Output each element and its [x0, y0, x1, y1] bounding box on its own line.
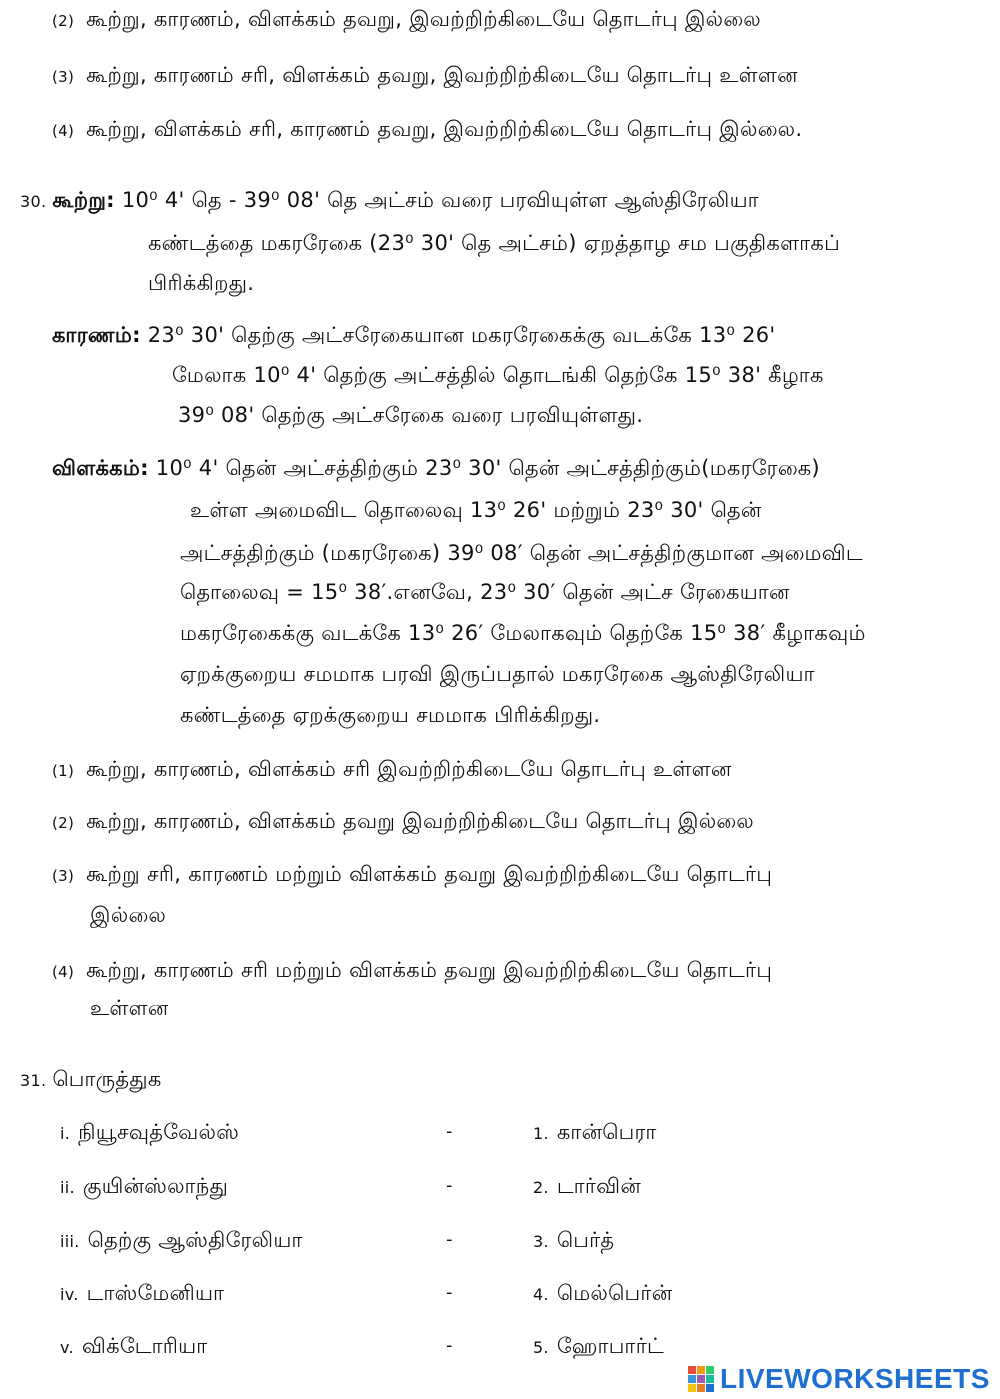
q30-option-4: (4) கூற்று, காரணம் சரி மற்றும் விளக்கம் தவறு இவற்றிற்கிடையே தொடர்பு — [52, 958, 773, 982]
q30-statement-line-1: 30. கூற்று: 10⁰ 4' தெ - 39⁰ 08' தெ அட்சம் வரை பரவியுள்ள ஆஸ்திரேலியா — [20, 185, 759, 217]
match-right: 2. டார்வின் — [533, 1174, 641, 1198]
liveworksheets-logo-icon — [688, 1366, 714, 1392]
q30-explanation-line-3: அட்சத்திற்கும் (மகரரேகை) 39⁰ 08′ தென் அட்சத்திற்குமான அமைவிட — [180, 541, 863, 565]
q30-explanation-line-1: விளக்கம்: 10⁰ 4' தென் அட்சத்திற்கும் 23⁰ 30' தென் அட்சத்திற்கும்(மகரரேகை) — [52, 456, 820, 480]
match-dash: - — [446, 1282, 453, 1303]
statement-label: கூற்று: — [52, 188, 115, 212]
match-left: v. விக்டோரியா — [60, 1334, 208, 1358]
match-left: i. நியூசவுத்வேல்ஸ் — [60, 1120, 240, 1144]
match-right: 5. ஹோபார்ட் — [533, 1334, 664, 1358]
q30-option-3: (3) கூற்று சரி, காரணம் மற்றும் விளக்கம் தவறு இவற்றிற்கிடையே தொடர்பு — [52, 862, 773, 886]
q29-option-4: (4) கூற்று, விளக்கம் சரி, காரணம் தவறு, இவற்றிற்கிடையே தொடர்பு இல்லை. — [52, 117, 803, 141]
q30-statement-line-3: பிரிக்கிறது. — [148, 271, 255, 295]
match-right: 3. பெர்த் — [533, 1228, 615, 1252]
match-dash: - — [446, 1121, 453, 1142]
liveworksheets-logo-text: LIVEWORKSHEETS — [720, 1363, 990, 1394]
q30-explanation-line-4: தொலைவு = 15⁰ 38′.எனவே, 23⁰ 30′ தென் அட்ச ரேகையான — [180, 580, 790, 604]
q30-reason-line-1: காரணம்: 23⁰ 30' தெற்கு அட்சரேகையான மகரரேகைக்கு வடக்கே 13⁰ 26' — [52, 323, 776, 347]
q29-option-3: (3) கூற்று, காரணம் சரி, விளக்கம் தவறு, இவற்றிற்கிடையே தொடர்பு உள்ளன — [52, 63, 798, 87]
explanation-label: விளக்கம்: — [52, 456, 149, 480]
q29-option-2: (2) கூற்று, காரணம், விளக்கம் தவறு, இவற்றிற்கிடையே தொடர்பு இல்லை — [52, 7, 762, 31]
match-dash: - — [446, 1335, 453, 1356]
match-left: iii. தெற்கு ஆஸ்திரேலியா — [60, 1228, 303, 1252]
q30-explanation-line-5: மகரரேகைக்கு வடக்கே 13⁰ 26′ மேலாகவும் தெற்கே 15⁰ 38′ கீழாகவும் — [180, 621, 866, 645]
q31-heading — [20, 1064, 162, 1096]
question-number: 30. — [20, 192, 47, 211]
reason-label: காரணம்: — [52, 323, 141, 347]
q30-explanation-line-2: உள்ள அமைவிட தொலைவு 13⁰ 26' மற்றும் 23⁰ 30' தென் — [190, 498, 762, 522]
match-left: iv. டாஸ்மேனியா — [60, 1281, 225, 1305]
match-right: 4. மெல்பெர்ன் — [533, 1281, 673, 1305]
q30-explanation-line-6: ஏறக்குறைய சமமாக பரவி இருப்பதால் மகரரேகை ஆஸ்திரேலியா — [180, 662, 815, 686]
q30-reason-line-3: 39⁰ 08' தெற்கு அட்சரேகை வரை பரவியுள்ளது. — [178, 403, 644, 427]
q30-statement-line-2: கண்டத்தை மகரரேகை (23⁰ 30' தெ அட்சம்) ஏறத்தாழ சம பகுதிகளாகப் — [148, 231, 841, 255]
q30-option-3-continued: இல்லை — [90, 903, 167, 927]
match-right: 1. கான்பெரா — [533, 1120, 657, 1144]
match-dash: - — [446, 1229, 453, 1250]
match-left: ii. குயின்ஸ்லாந்து — [60, 1174, 229, 1198]
question-number: 31. — [20, 1071, 47, 1090]
liveworksheets-logo — [688, 1362, 996, 1396]
q31-title: பொருத்துக — [52, 1067, 162, 1091]
q30-option-2: (2) கூற்று, காரணம், விளக்கம் தவறு இவற்றிற்கிடையே தொடர்பு இல்லை — [52, 809, 755, 833]
q30-option-1: (1) கூற்று, காரணம், விளக்கம் சரி இவற்றிற்கிடையே தொடர்பு உள்ளன — [52, 757, 732, 781]
q30-explanation-line-7: கண்டத்தை ஏறக்குறைய சமமாக பிரிக்கிறது. — [180, 703, 601, 727]
q30-option-4-continued: உள்ளன — [90, 996, 169, 1020]
match-dash: - — [446, 1175, 453, 1196]
q30-reason-line-2: மேலாக 10⁰ 4' தெற்கு அட்சத்தில் தொடங்கி தெற்கே 15⁰ 38' கீழாக — [172, 363, 824, 387]
